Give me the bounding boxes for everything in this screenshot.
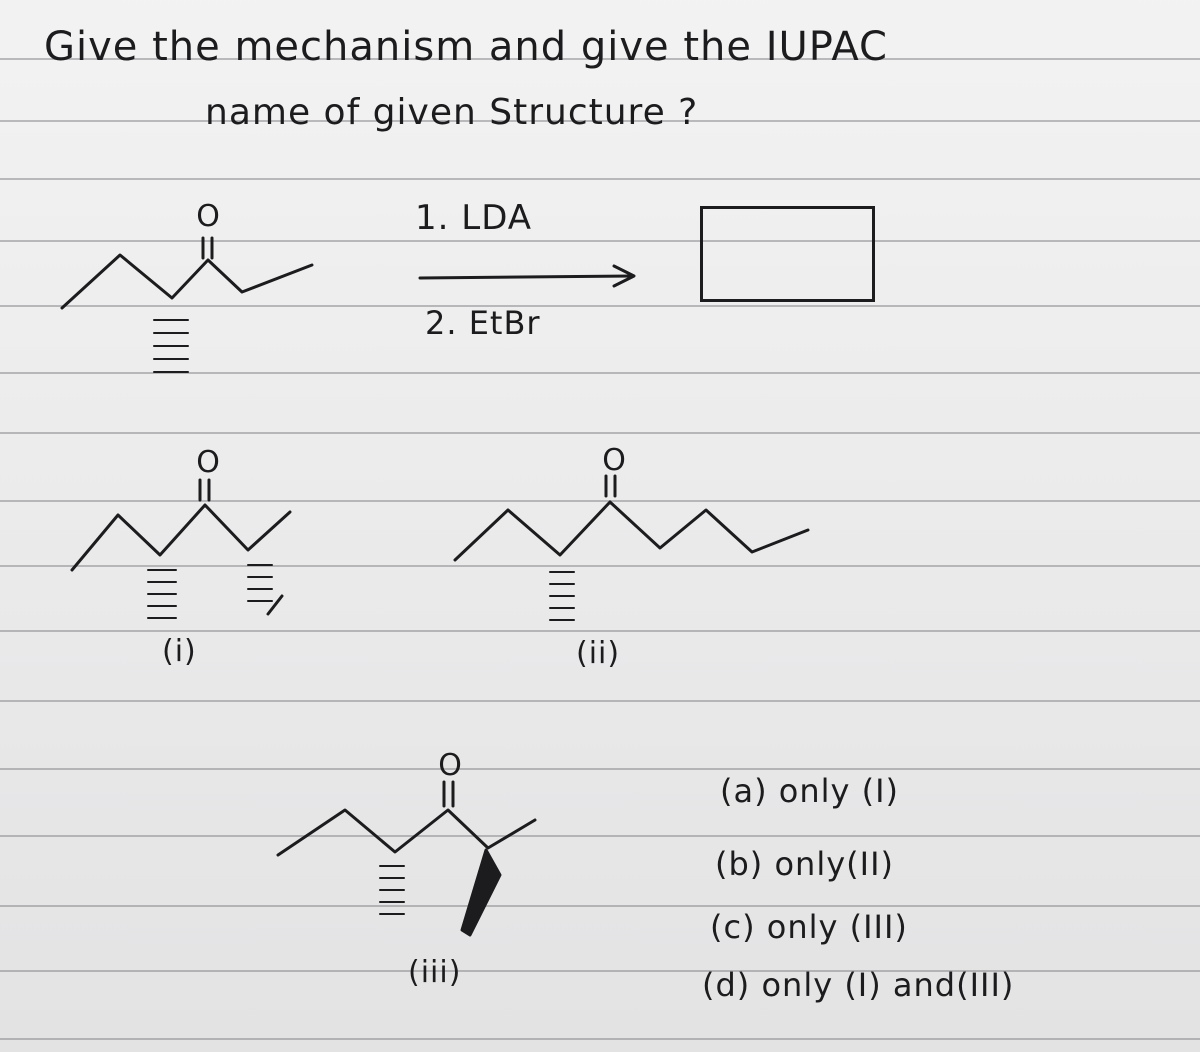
structure-i-oxygen-label: O [196, 445, 220, 480]
structure-ii-oxygen-label: O [602, 443, 626, 478]
structure-ii-hashed-wedge [550, 572, 574, 620]
structure-ii-label: (ii) [576, 636, 621, 671]
structure-ii [455, 443, 808, 620]
option-a[interactable]: (a) only (I) [720, 772, 900, 810]
reactant-oxygen-label: O [196, 199, 220, 234]
option-d[interactable]: (d) only (I) and(III) [702, 966, 1015, 1004]
option-b[interactable]: (b) only(II) [715, 845, 894, 883]
structure-iii-oxygen-label: O [438, 748, 462, 783]
structure-iii-solid-wedge [462, 850, 500, 935]
structure-i-label: (i) [162, 634, 197, 669]
reaction-arrow [420, 266, 634, 286]
structure-i [72, 445, 290, 618]
question-line-1: Give the mechanism and give the IUPAC [44, 24, 888, 70]
question-line-2: name of given Structure ? [205, 92, 699, 133]
structure-i-hashed-wedge-1 [148, 570, 176, 618]
structure-iii-label: (iii) [408, 955, 462, 990]
option-c[interactable]: (c) only (III) [710, 908, 908, 946]
reagent-1: 1. LDA [415, 198, 533, 238]
structure-iii [278, 748, 535, 935]
reactant-structure [62, 199, 312, 372]
reagent-2: 2. EtBr [425, 304, 541, 342]
structure-iii-hashed-wedge [380, 866, 404, 914]
structure-i-hashed-wedge-2 [248, 565, 272, 601]
reactant-hashed-wedge [154, 320, 188, 372]
